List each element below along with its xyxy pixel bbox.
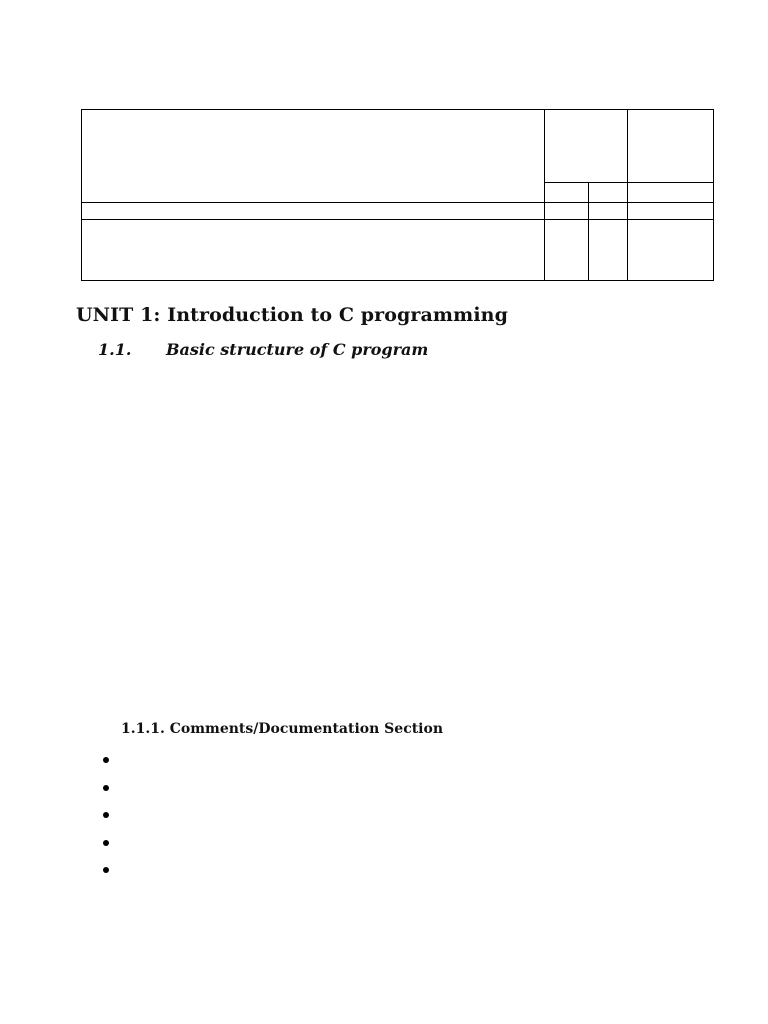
table-cell — [544, 219, 589, 281]
table-cell — [81, 219, 545, 281]
table-cell — [81, 202, 545, 220]
table-cell — [627, 202, 714, 220]
table-cell — [544, 109, 628, 183]
section-number: 1.1. — [98, 340, 132, 359]
table-cell — [81, 109, 545, 203]
table-cell — [627, 182, 714, 203]
subsection-title: 1.1.1. Comments/Documentation Section — [121, 721, 444, 737]
table-cell — [588, 182, 628, 203]
table-cell — [544, 202, 589, 220]
table-cell — [627, 219, 714, 281]
table-cell — [588, 202, 628, 220]
section-title: Basic structure of C program — [166, 340, 429, 359]
header-table — [81, 109, 714, 281]
table-cell — [627, 109, 714, 183]
table-cell — [544, 182, 589, 203]
unit-title: UNIT 1: Introduction to C programming — [76, 304, 508, 326]
table-cell — [588, 219, 628, 281]
